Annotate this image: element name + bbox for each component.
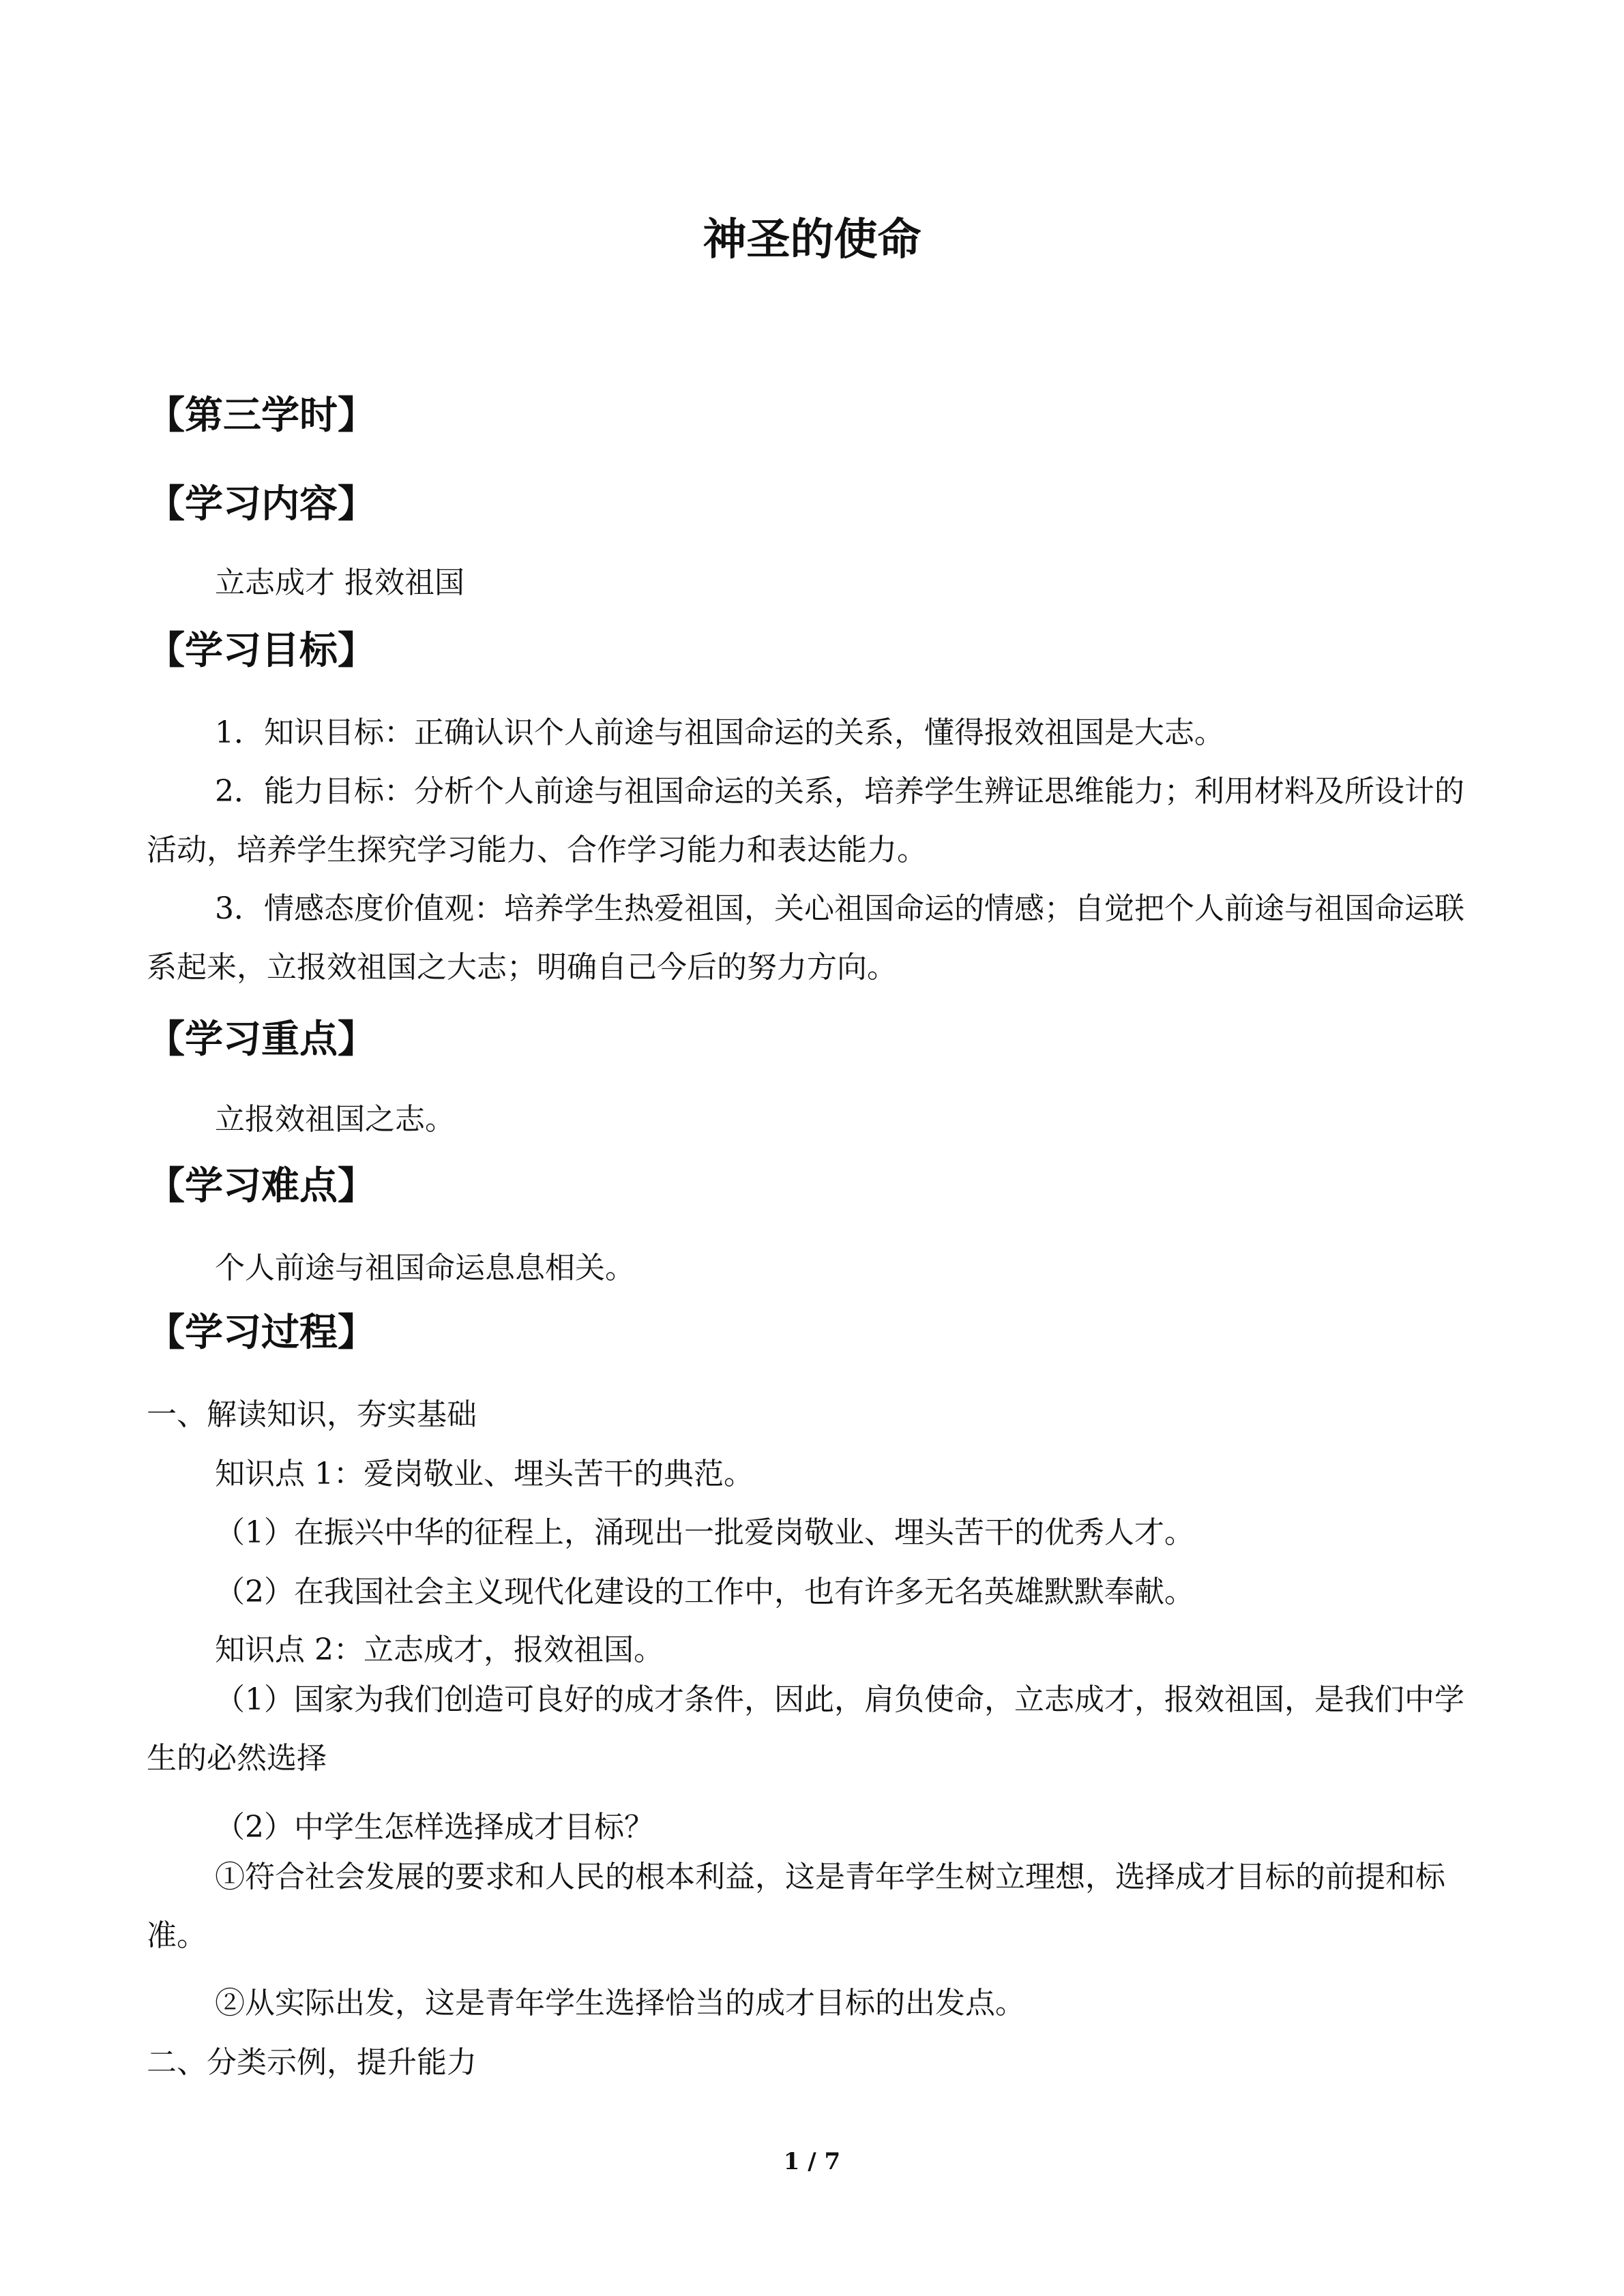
- difficulty-text: 个人前途与祖国命运息息相关。: [215, 1251, 635, 1285]
- goal-2: 2．能力目标：分析个人前途与祖国命运的关系，培养学生辨证思维能力；利用材料及所设计的活动，培养学生探究学习能力、合作学习能力和表达能力。: [147, 774, 1464, 867]
- knowledge-point-2-item-2: （2）中学生怎样选择成才目标？: [215, 1810, 654, 1845]
- knowledge-point-1: 知识点 1：爱岗敬业、埋头苦干的典范。: [215, 1457, 754, 1491]
- key-point-text: 立报效祖国之志。: [215, 1102, 455, 1137]
- process-part-2: 二、分类示例，提升能力: [147, 2045, 477, 2080]
- knowledge-point-2-item-1: （1）国家为我们创造可良好的成才条件，因此，肩负使命，立志成才，报效祖国，是我们中学生的必然选择: [147, 1682, 1464, 1776]
- knowledge-point-2: 知识点 2：立志成才，报效祖国。: [215, 1632, 664, 1667]
- knowledge-point-1-item-2: （2）在我国社会主义现代化建设的工作中，也有许多无名英雄默默奉献。: [215, 1575, 1194, 1609]
- heading-content: 【学习内容】: [147, 482, 376, 526]
- goal-1: 1．知识目标：正确认识个人前途与祖国命运的关系，懂得报效祖国是大志。: [215, 715, 1224, 750]
- heading-process: 【学习过程】: [147, 1311, 376, 1355]
- heading-period: 【第三学时】: [147, 393, 376, 438]
- knowledge-point-2-sub-b: ②从实际出发，这是青年学生选择恰当的成才目标的出发点。: [215, 1986, 1025, 2021]
- heading-difficulty: 【学习难点】: [147, 1164, 376, 1208]
- page-title: 神圣的使命: [703, 215, 921, 265]
- knowledge-point-2-sub-a: ①符合社会发展的要求和人民的根本利益，这是青年学生树立理想，选择成才目标的前提和标准。: [147, 1860, 1445, 1953]
- process-part-1: 一、解读知识，夯实基础: [147, 1397, 477, 1432]
- goal-3: 3．情感态度价值观：培养学生热爱祖国，关心祖国命运的情感；自觉把个人前途与祖国命运联系起来，立报效祖国之大志；明确自己今后的努力方向。: [147, 891, 1464, 985]
- content-text: 立志成才 报效祖国: [215, 565, 464, 600]
- knowledge-point-1-item-1: （1）在振兴中华的征程上，涌现出一批爱岗敬业、埋头苦干的优秀人才。: [215, 1515, 1194, 1550]
- heading-goals: 【学习目标】: [147, 629, 376, 673]
- page-number: 1 / 7: [783, 2148, 841, 2175]
- heading-key-point: 【学习重点】: [147, 1017, 376, 1062]
